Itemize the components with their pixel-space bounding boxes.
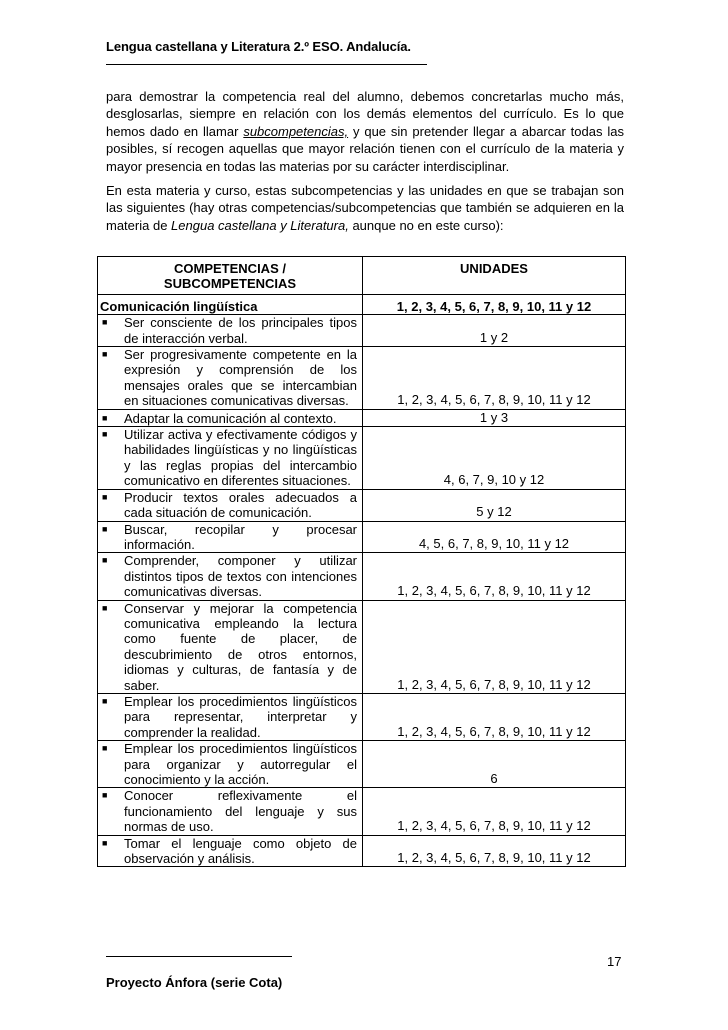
units-cell [363, 427, 626, 490]
competency-text: Buscar, recopilar y procesar información. [124, 521, 357, 552]
competency-text: Conservar y mejorar la competencia comunicativa empleando la lectura como fuente de placer, de descubrimiento de otros entornos, idiomas y culturas, de fantasía y de saber. [124, 600, 357, 693]
units-value: 4, 5, 6, 7, 8, 9, 10, 11 y 12 [418, 535, 570, 551]
units-cell [363, 347, 626, 410]
competency-cell [98, 835, 363, 867]
table-row [98, 553, 626, 600]
units-cell [363, 741, 626, 788]
footer-divider [106, 956, 292, 957]
units-value: 1, 2, 3, 4, 5, 6, 7, 8, 9, 10, 11 y 12 [397, 723, 591, 739]
units-cell [363, 788, 626, 835]
paragraph1-text-end: y que sin pretender llegar a abarcar todas las posibles, sí recogen aquellas que mayor relación tienen con el currículo de la materia y mayor presencia en todas las materias por su carácter interdisciplinar. [106, 123, 624, 174]
list-item [98, 553, 362, 599]
list-item [98, 315, 362, 346]
group-label: Comunicación lingüística [98, 294, 363, 314]
list-item [98, 427, 362, 489]
units-value: 1 y 3 [479, 409, 509, 425]
table-row [98, 693, 626, 740]
list-item [98, 788, 362, 834]
footer-project-title: Proyecto Ánfora (serie Cota) [106, 975, 283, 990]
competency-cell [98, 489, 363, 521]
competency-cell [98, 693, 363, 740]
list-item [98, 490, 362, 521]
units-value: 1, 2, 3, 4, 5, 6, 7, 8, 9, 10, 11 y 12 [397, 392, 591, 408]
units-cell [363, 409, 626, 426]
competency-cell [98, 347, 363, 410]
square-bullet-icon: ■ [102, 743, 108, 754]
competency-text: Emplear los procedimientos lingüísticos para representar, interpretar y comprender la realidad. [124, 693, 357, 740]
list-item [98, 694, 362, 740]
table-row [98, 741, 626, 788]
paragraph2-text-start: En esta materia y curso, estas subcompetencias y las unidades en que se trabajan son las siguientes (hay otras competencias/subcompetencias que también se adquieren en la materia de [106, 183, 624, 233]
square-bullet-icon: ■ [102, 523, 108, 534]
header-divider [106, 64, 427, 65]
square-bullet-icon: ■ [102, 349, 108, 360]
page-number: 17 [607, 954, 622, 969]
paragraph2-italic-subject: Lengua castellana y Literatura, [171, 217, 349, 233]
square-bullet-icon: ■ [102, 837, 108, 848]
square-bullet-icon: ■ [102, 317, 108, 328]
header-competencias-line2: SUBCOMPETENCIAS [163, 276, 297, 292]
table-intro-paragraph [106, 182, 624, 234]
table-row [98, 409, 626, 426]
intro-paragraph [106, 88, 624, 175]
square-bullet-icon: ■ [102, 555, 108, 566]
units-cell [363, 835, 626, 867]
units-cell [363, 521, 626, 553]
units-cell [363, 315, 626, 347]
list-item [98, 741, 362, 787]
table-header-row [98, 257, 626, 295]
competency-cell [98, 521, 363, 553]
competencies-table [97, 256, 626, 867]
competency-text: Tomar el lenguaje como objeto de observación y análisis. [124, 835, 357, 867]
paragraph1-text-start: para demostrar la competencia real del alumno, debemos concretarlas mucho más, desglosarlas, siempre en relación con los demás elementos del currículo. Es lo que hemos dado en llamar [106, 89, 624, 139]
competency-cell [98, 741, 363, 788]
units-value: 1, 2, 3, 4, 5, 6, 7, 8, 9, 10, 11 y 12 [397, 818, 591, 834]
units-cell [363, 489, 626, 521]
competency-text: Emplear los procedimientos lingüísticos para organizar y autorregular el conocimiento y la acción. [124, 741, 357, 787]
square-bullet-icon: ■ [102, 695, 108, 706]
paragraph2-text-end: aunque no en este curso): [348, 217, 504, 233]
table-row [98, 600, 626, 693]
table-row [98, 835, 626, 867]
paragraph1-italic-term: subcompetencias, [243, 123, 349, 139]
square-bullet-icon: ■ [102, 602, 108, 613]
units-cell [363, 693, 626, 740]
competency-text: Adaptar la comunicación al contexto. [124, 410, 337, 426]
square-bullet-icon: ■ [102, 790, 108, 801]
units-value: 4, 6, 7, 9, 10 y 12 [443, 472, 545, 488]
competency-text: Ser progresivamente competente en la expresión y comprensión de los mensajes orales que se intercambian en situaciones comunicativas diversas. [124, 347, 357, 409]
units-value: 6 [490, 771, 498, 786]
list-item [98, 836, 362, 867]
header-unidades: UNIDADES [363, 257, 626, 295]
units-value: 1, 2, 3, 4, 5, 6, 7, 8, 9, 10, 11 y 12 [397, 850, 591, 866]
units-value: 1, 2, 3, 4, 5, 6, 7, 8, 9, 10, 11 y 12 [397, 583, 591, 599]
competency-text: Ser consciente de los principales tipos de interacción verbal. [124, 315, 357, 346]
table-row [98, 788, 626, 835]
competency-cell [98, 315, 363, 347]
competency-text: Comprender, componer y utilizar distintos tipos de textos con intenciones comunicativas diversas. [124, 553, 357, 600]
units-cell [363, 600, 626, 693]
group-units: 1, 2, 3, 4, 5, 6, 7, 8, 9, 10, 11 y 12 [363, 294, 626, 314]
square-bullet-icon: ■ [102, 429, 108, 440]
competency-text: Producir textos orales adecuados a cada situación de comunicación. [124, 489, 357, 521]
competency-text: Conocer reflexivamente el funcionamiento del lenguaje y sus normas de uso. [124, 788, 357, 835]
competency-cell [98, 427, 363, 490]
square-bullet-icon: ■ [102, 491, 108, 502]
units-cell [363, 553, 626, 600]
list-item [98, 601, 362, 693]
competency-text: Utilizar activa y efectivamente códigos y habilidades lingüísticas y no lingüísticas y las reglas propias del intercambio comunicativo en diferentes situaciones. [124, 427, 357, 489]
table-row [98, 427, 626, 490]
units-value: 5 y 12 [476, 504, 512, 520]
list-item [98, 347, 362, 409]
table-row [98, 489, 626, 521]
header-competencias-line1: COMPETENCIAS / [174, 261, 286, 276]
table-row [98, 347, 626, 410]
units-value: 1, 2, 3, 4, 5, 6, 7, 8, 9, 10, 11 y 12 [397, 676, 591, 692]
group-row [98, 294, 626, 314]
competency-cell [98, 600, 363, 693]
header-competencias [98, 257, 363, 295]
table-row [98, 315, 626, 347]
list-item [98, 522, 362, 553]
competency-cell [98, 788, 363, 835]
list-item [98, 411, 362, 426]
competency-cell [98, 553, 363, 600]
units-value: 1 y 2 [479, 329, 509, 345]
table-row [98, 521, 626, 553]
square-bullet-icon: ■ [102, 412, 108, 423]
competency-cell [98, 409, 363, 426]
page-header-title: Lengua castellana y Literatura 2.º ESO. Andalucía. [106, 39, 411, 54]
